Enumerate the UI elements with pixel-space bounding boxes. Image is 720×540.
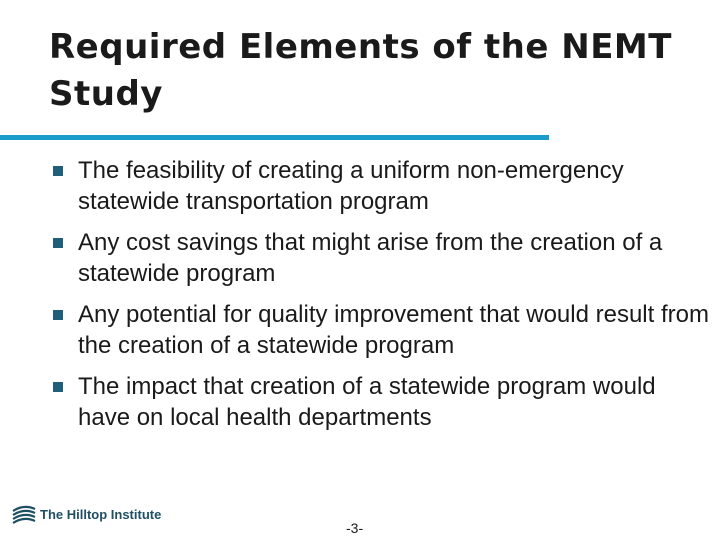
square-bullet-icon [53, 382, 63, 392]
bullet-item [53, 371, 713, 433]
square-bullet-icon [53, 166, 63, 176]
title-divider [0, 135, 549, 140]
bullet-text: Any cost savings that might arise from the creation of a statewide program [78, 229, 663, 287]
page-number: -3- [346, 520, 364, 536]
logo-text: The Hilltop Institute [40, 506, 162, 522]
bullet-text: Any potential for quality improvement that would result from the creation of a statewide program [78, 301, 709, 359]
square-bullet-icon [53, 310, 63, 320]
bullet-item [53, 155, 713, 217]
bullet-list [53, 155, 713, 443]
slide-title: Required Elements of the NEMT Study [49, 27, 672, 114]
square-bullet-icon [53, 238, 63, 248]
hilltop-logo-icon [12, 503, 36, 525]
bullet-text: The feasibility of creating a uniform non-emergency statewide transportation program [78, 157, 624, 215]
bullet-item [53, 299, 713, 361]
bullet-item [53, 227, 713, 289]
hilltop-logo [12, 502, 161, 526]
bullet-text: The impact that creation of a statewide program would have on local health departments [78, 373, 656, 431]
